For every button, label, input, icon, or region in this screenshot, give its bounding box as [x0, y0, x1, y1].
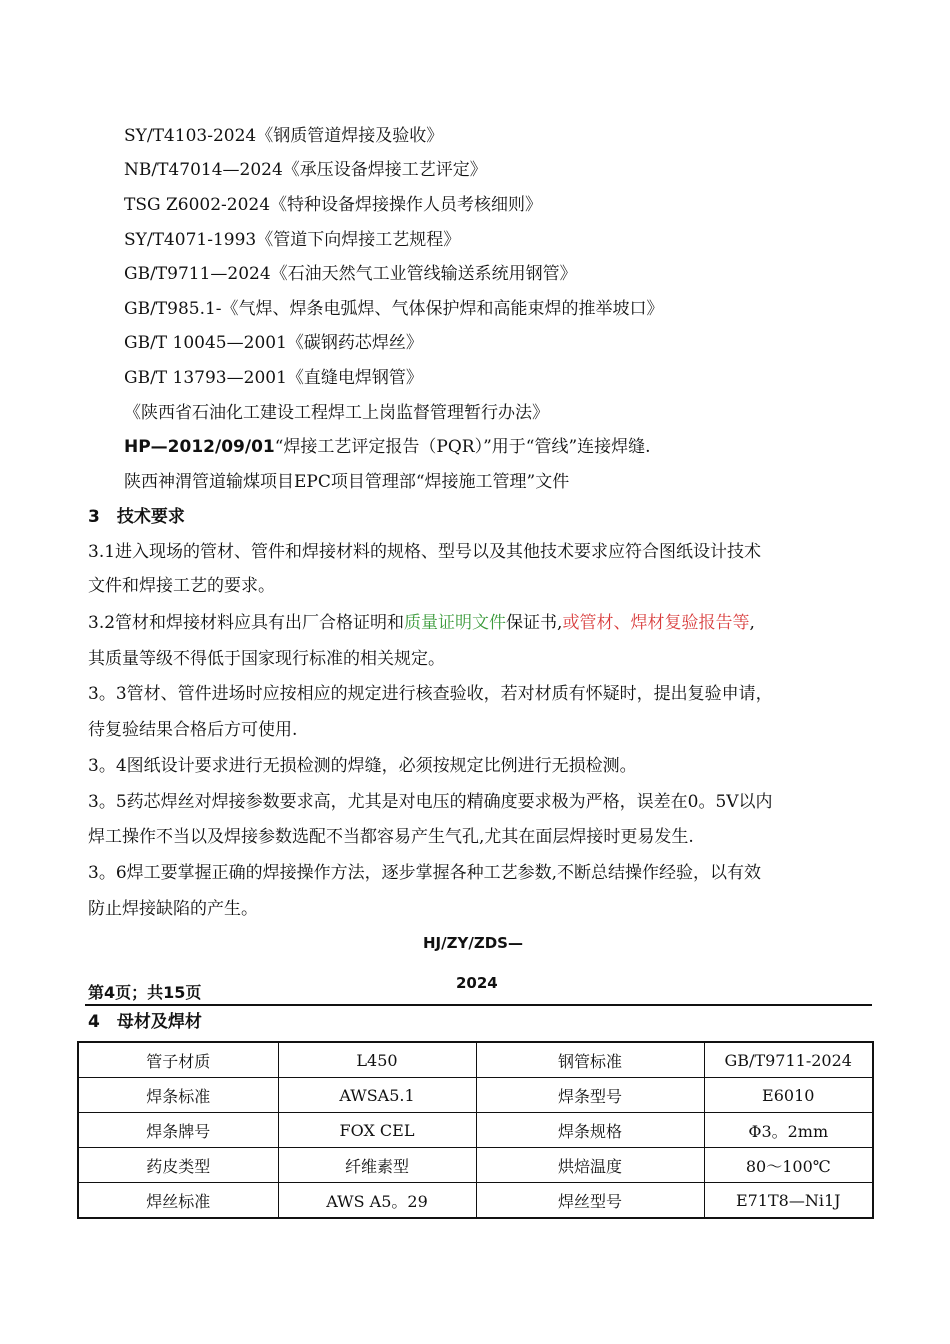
table-cell: 焊条规格 — [476, 1113, 704, 1148]
clause-3-3-line-2: 待复验结果合格后方可使用. — [88, 720, 298, 740]
table-row — [78, 1078, 873, 1113]
table-cell: 烘焙温度 — [476, 1148, 704, 1183]
footer-divider — [85, 1004, 872, 1006]
clause-3-1-line-2: 文件和焊接工艺的要求。 — [88, 576, 275, 596]
clause-3-4: 3。4图纸设计要求进行无损检测的焊缝，必须按规定比例进行无损检测。 — [88, 756, 637, 776]
clause-3-5-line-1: 3。5药芯焊丝对焊接参数要求高，尤其是对电压的精确度要求极为严格，误差在0。5V以内 — [88, 792, 773, 812]
table-cell: 纤维素型 — [278, 1148, 476, 1183]
quality-certificate-highlight: 质量证明文件 — [404, 613, 507, 633]
table-cell: 焊丝标准 — [78, 1183, 278, 1219]
pqr-code: HP—2012/09/01 — [124, 437, 275, 457]
table-row — [78, 1183, 873, 1219]
table-cell: 80～100℃ — [704, 1148, 873, 1183]
standard-item: SY/T4071-1993《管道下向焊接工艺规程》 — [124, 230, 461, 250]
materials-table — [77, 1041, 874, 1219]
table-cell: AWSA5.1 — [278, 1078, 476, 1113]
table-row — [78, 1148, 873, 1183]
clause-3-3-line-1: 3。3管材、管件进场时应按相应的规定进行核查验收，若对材质有怀疑时，提出复验申请， — [88, 684, 773, 704]
standard-item: TSG Z6002-2024《特种设备焊接操作人员考核细则》 — [124, 195, 543, 215]
table-cell: FOX CEL — [278, 1113, 476, 1148]
standard-item: GB/T985.1-《气焊、焊条电弧焊、气体保护焊和高能束焊的推举坡口》 — [124, 299, 664, 319]
table-cell: 焊丝型号 — [476, 1183, 704, 1219]
table-cell: E6010 — [704, 1078, 873, 1113]
table-cell: L450 — [278, 1042, 476, 1078]
table-cell: 焊条型号 — [476, 1078, 704, 1113]
clause-3-2-text: , — [749, 613, 755, 633]
table-cell: Φ3。2mm — [704, 1113, 873, 1148]
doc-code-year: 2024 — [456, 974, 498, 992]
standard-item: GB/T 13793—2001《直缝电焊钢管》 — [124, 368, 423, 388]
standard-item: GB/T9711—2024《石油天然气工业管线输送系统用钢管》 — [124, 264, 577, 284]
doc-code: HJ/ZY/ZDS— — [423, 934, 523, 952]
standard-item: NB/T47014—2024《承压设备焊接工艺评定》 — [124, 160, 487, 180]
table-row — [78, 1042, 873, 1078]
standard-item: 《陕西省石油化工建设工程焊工上岗监督管理暂行办法》 — [124, 403, 549, 423]
section-4-heading: 4 母材及焊材 — [88, 1012, 202, 1032]
table-cell: 药皮类型 — [78, 1148, 278, 1183]
page-info: 第4页；共15页 — [88, 983, 202, 1002]
clause-3-6-line-1: 3。6焊工要掌握正确的焊接操作方法，逐步掌握各种工艺参数,不断总结操作经验，以有效 — [88, 863, 762, 883]
table-row — [78, 1113, 873, 1148]
pqr-reference — [124, 436, 651, 458]
section-3-heading: 3 技术要求 — [88, 507, 185, 527]
clause-3-2-text: 保证书, — [506, 613, 563, 633]
table-cell: E71T8—Ni1J — [704, 1183, 873, 1219]
clause-3-1-line-1: 3.1进入现场的管材、管件和焊接材料的规格、型号以及其他技术要求应符合图纸设计技术 — [88, 542, 762, 562]
standard-item: SY/T4103-2024《钢质管道焊接及验收》 — [124, 126, 444, 146]
pqr-text: “焊接工艺评定报告（PQR）”用于“管线”连接焊缝. — [274, 437, 651, 457]
clause-3-6-line-2: 防止焊接缺陷的产生。 — [88, 899, 258, 919]
table-cell: 管子材质 — [78, 1042, 278, 1078]
table-cell: 钢管标准 — [476, 1042, 704, 1078]
clause-3-5-line-2: 焊工操作不当以及焊接参数选配不当都容易产生气孔,尤其在面层焊接时更易发生. — [88, 827, 694, 847]
retest-report-highlight: 或管材、焊材复验报告等 — [562, 613, 750, 633]
clause-3-2-text: 3.2管材和焊接材料应具有出厂合格证明和 — [88, 613, 405, 633]
table-cell: 焊条标准 — [78, 1078, 278, 1113]
clause-3-2-line-2: 其质量等级不得低于国家现行标准的相关规定。 — [88, 649, 445, 669]
epc-reference: 陕西神渭管道输煤项目EPC项目管理部“焊接施工管理”文件 — [124, 472, 570, 492]
table-cell: 焊条牌号 — [78, 1113, 278, 1148]
table-cell: AWS A5。29 — [278, 1183, 476, 1219]
clause-3-2-line-1 — [88, 612, 755, 634]
table-cell: GB/T9711-2024 — [704, 1042, 873, 1078]
standard-item: GB/T 10045—2001《碳钢药芯焊丝》 — [124, 333, 423, 353]
